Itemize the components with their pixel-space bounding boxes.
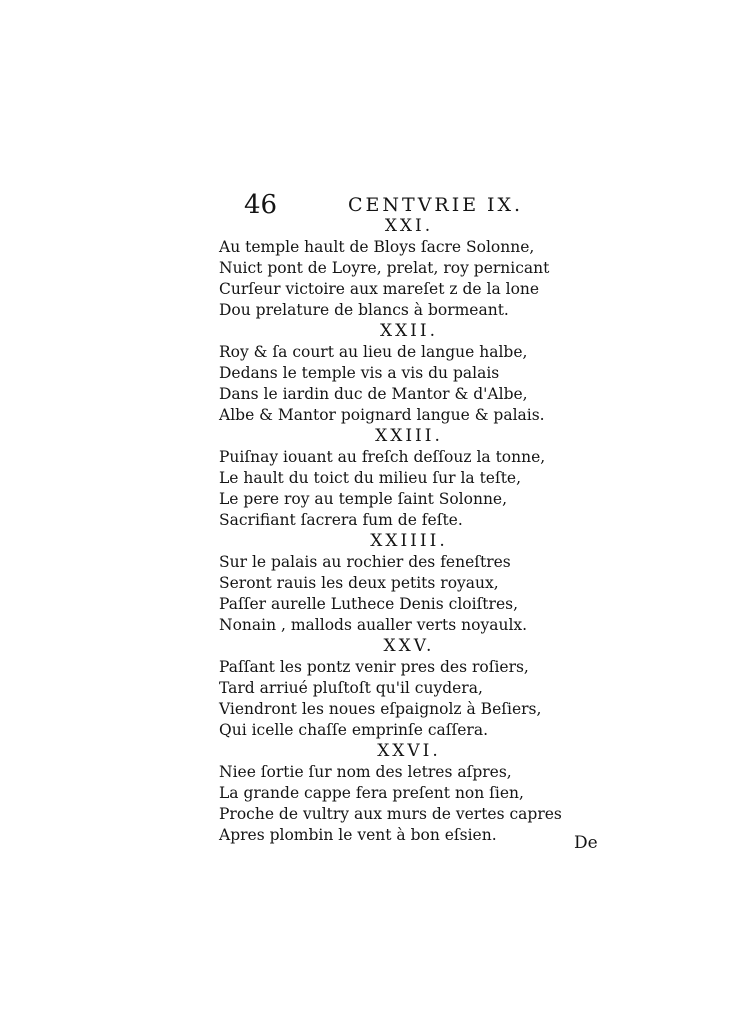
verse-line: La grande cappe fera preſent non ſien,: [219, 784, 524, 802]
verse-line: Qui icelle chaſſe emprinſe caſſera.: [219, 721, 489, 739]
verse-line: Paſſant les pontz venir pres des roſiers,: [219, 658, 529, 676]
verse-line: Paſſer aurelle Luthece Denis cloiſtres,: [219, 595, 518, 613]
quatrain-block: [219, 216, 579, 846]
verse-line: Proche de vultry aux murs de vertes capres: [219, 805, 562, 823]
verse-line: Apres plombin le vent à bon eſsien.: [219, 826, 497, 844]
verse-line: Nonain , mallods aualler verts noyaulx.: [219, 616, 528, 634]
quatrain-number: XXV.: [383, 636, 435, 656]
catchword: De: [574, 833, 598, 853]
quatrain-21: [219, 216, 579, 321]
quatrain-24: [219, 531, 579, 636]
verse-line: Le pere roy au temple ſaint Solonne,: [219, 490, 508, 508]
verse-line: Tard arriué pluſtoſt qu'il cuydera,: [219, 679, 483, 697]
verse-line: Viendront les noues eſpaignolz à Beſiers,: [219, 700, 542, 718]
verse-line: Dou prelature de blancs à bormeant.: [219, 301, 509, 319]
verse-line: Au temple hault de Bloys ſacre Solonne,: [219, 238, 535, 256]
quatrain-23: [219, 426, 579, 531]
running-head-number: IX.: [487, 194, 524, 216]
verse-line: Albe & Mantor poignard langue & palais.: [219, 406, 545, 424]
verse-line: Curſeur victoire aux mareſet z de la lone: [219, 280, 540, 298]
verse-line: Seront rauis les deux petits royaux,: [219, 574, 499, 592]
verse-line: Dedans le temple vis a vis du palais: [219, 364, 500, 382]
quatrain-number: XXII.: [379, 321, 439, 341]
quatrain-26: [219, 741, 579, 846]
verse-line: Puiſnay iouant au freſch deſſouz la tonne,: [219, 448, 546, 466]
verse-line: Dans le iardin duc de Mantor & d'Albe,: [219, 385, 528, 403]
quatrain-22: [219, 321, 579, 426]
quatrain-25: [219, 636, 579, 741]
verse-line: Niee ſortie ſur nom des letres aſpres,: [219, 763, 512, 781]
quatrain-number: XXI.: [384, 216, 434, 236]
verse-line: Roy & ſa court au lieu de langue halbe,: [219, 343, 528, 361]
verse-line: Nuict pont de Loyre, prelat, roy pernicant: [219, 259, 550, 277]
verse-line: Sacrifiant ſacrera fum de feſte.: [219, 511, 463, 529]
quatrain-number: XXIII.: [375, 426, 443, 446]
running-head: CENTVRIE: [348, 194, 480, 216]
quatrain-number: XXVI.: [377, 741, 441, 761]
quatrain-number: XXIIII.: [370, 531, 448, 551]
verse-line: Le hault du toict du milieu ſur la teſte,: [219, 469, 522, 487]
page-number: 46: [244, 190, 278, 220]
verse-line: Sur le palais au rochier des feneſtres: [219, 553, 511, 571]
